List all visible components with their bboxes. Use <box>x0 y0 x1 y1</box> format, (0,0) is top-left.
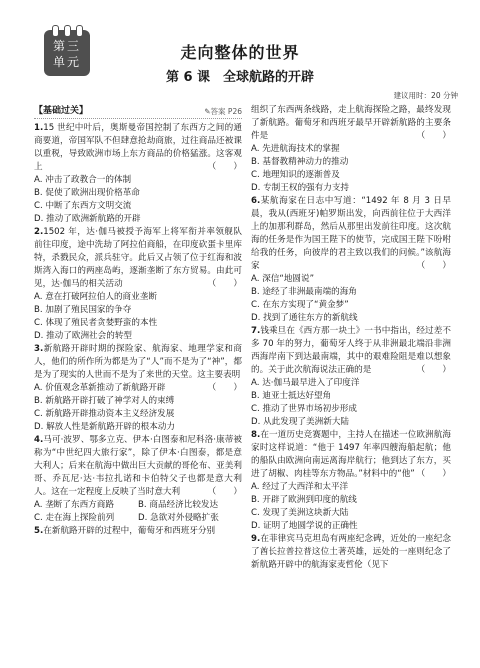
option: C. 发现了美洲这块新大陆 <box>251 508 349 518</box>
option: C. 推动了世界市场初步形成 <box>251 404 357 414</box>
option: C. 体现了殖民者贪婪野蛮的本性 <box>34 318 158 328</box>
option: C. 走在海上探险前列 <box>34 513 115 523</box>
lesson-title: 第 6 课 全球航路的开辟 <box>165 70 315 85</box>
option: C. 在东方实现了“黄金梦” <box>251 300 349 310</box>
option: A. 先进航海技术的掌握 <box>251 144 340 154</box>
pencil-icon: ✎ <box>204 106 211 116</box>
option: B. 途经了非洲最南端的海角 <box>251 287 357 297</box>
option: D. 推动了欧洲社会的转型 <box>34 331 133 341</box>
binder-ring-icon <box>52 25 59 37</box>
option-row <box>34 512 242 525</box>
section-header <box>34 104 242 119</box>
option: C. 地理知识的逐渐普及 <box>251 170 340 180</box>
question-2: 2.1502 年，达·伽马被授予海军上将军衔并率领舰队前往印度，途中洗劫了阿拉伯商船，在印度砍蛋卡里库特，杀戮民众，派兵驻守。此后又占领了位于红海和波斯湾入海口的两座岛屿，逐渐垄断了东方贸易。由此可见，达·伽马的相关活动 （ ） <box>34 227 242 289</box>
question-3: 3.新航路开辟时期的探险家、航海家、地理学家和商人，他们的所作所为都是为了“人”而不是为了“神”，都是为了现实的人世而不是为了来世的天堂。这主要表明 （ ） <box>34 344 242 393</box>
option: B. 迪亚士抵达好望角 <box>251 391 332 401</box>
binder-ring-icon <box>64 25 71 37</box>
question-9: 9.在菲律宾马克坦岛有两座纪念碑，近处的一座纪念了酋长拉普拉普这位土著英雄，远处的一座则纪念了新航路开辟中的航海家麦哲伦（见下 <box>251 534 451 570</box>
binder-ring-icon <box>76 25 83 37</box>
answer-reference: ✎答案 P26 <box>204 106 242 116</box>
unit-badge-line2: 单元 <box>52 55 81 69</box>
option: B. 开辟了欧洲到印度的航线 <box>251 495 357 505</box>
option: D. 找到了通往东方的新航线 <box>251 313 358 323</box>
option: B. 基督教精神动力的推动 <box>251 157 349 167</box>
option: B. 商品经济比较发达 <box>138 500 219 510</box>
option: A. 达·伽马最早进入了印度洋 <box>251 378 360 388</box>
question-8: 8.在一道历史竞赛题中，主持人在描述一位欧洲航海家时这样说道：“他于 1497 年率四艘海船起航；他的船队由欧洲向南远离海岸航行；他到达了东方，买进了胡椒、肉桂等东方物品。”材料中的“他” （ ） <box>251 430 451 479</box>
page-title: 走向整体的世界 <box>180 43 300 62</box>
question-1: 1.15 世纪中叶后，奥斯曼帝国控制了东西方之间的通商要道，帝国军队不但肆意抢劫商旅，过往商品还被课以重税，导致欧洲市场上东方商品的价格猛涨。这客观上 （ ） <box>34 123 242 172</box>
option: D. 急欲对外侵略扩张 <box>138 513 219 523</box>
option: D. 证明了地圆学说的正确性 <box>251 521 358 531</box>
option: D. 解放人性是新航路开辟的根本动力 <box>34 422 175 432</box>
suggested-time: 建议用时：20 分钟 <box>393 91 458 100</box>
section-title: 【基础过关】 <box>34 105 89 116</box>
question-6: 6.某航海家在日志中写道：“1492 年 8 月 3 日早晨，我从(西班牙)帕罗斯出发，向西前往位于大西洋上的加那利群岛，然后从那里出发前往印度。这次航海的任务是作为国王陛下的使节，完成国王陛下吩咐给我的任务，向彼岸的君主致以我们的问候。”该航海家 （ ） <box>251 196 451 271</box>
option: A. 意在打破阿拉伯人的商业垄断 <box>34 292 157 302</box>
right-column <box>251 104 451 572</box>
option: C. 新航路开辟推动资本主义经济发展 <box>34 409 175 419</box>
option-row <box>34 499 242 512</box>
option: D. 推动了欧洲新航路的开辟 <box>34 214 141 224</box>
option: B. 新航路开辟打破了神学对人的束缚 <box>34 396 175 406</box>
option: A. 垄断了东西方商路 <box>34 500 114 510</box>
question-7: 7.钱乘旦在《西方那一块土》一书中指出，经过差不多 70 年的努力，葡萄牙人终于从非洲最北端沿非洲西海岸南下到达最南端，其中的艰难险阻是难以想象的。关于此次航海说法正确的是 （ ） <box>251 326 451 375</box>
option: C. 中断了东西方文明交流 <box>34 201 132 211</box>
option: A. 深信“地圆说” <box>251 274 315 284</box>
option: B. 加剧了殖民国家的争夺 <box>34 305 132 315</box>
question-4: 4.马可·波罗、鄂多立克、伊本·白图泰和尼科洛·康蒂被称为“中世纪四大旅行家”，除了伊本·白图泰，都是意大利人；后来在航海中做出巨大贡献的哥伦布、亚美利哥、乔瓦尼·达·韦拉扎诺和卡伯特父子也都是意大利人。这在一定程度上反映了当时意大利 （ ） <box>34 435 242 497</box>
option: A. 冲击了政教合一的体制 <box>34 175 132 185</box>
option: D. 专制王权的强有力支持 <box>251 183 350 193</box>
question-5-continued: 组织了东西两条线路，走上航海探险之路，最终发现了新航路。葡萄牙和西班牙最早开辟新航路的主要条件是 （ ） <box>251 105 451 141</box>
option: D. 从此发现了美洲新大陆 <box>251 417 350 427</box>
unit-badge-line1: 第三 <box>52 39 81 53</box>
left-column <box>34 104 242 538</box>
option: B. 促使了欧洲出现价格革命 <box>34 188 140 198</box>
option: A. 价值观念革新推动了新航路开辟 <box>34 383 166 393</box>
option: A. 经过了大西洋和太平洋 <box>251 482 349 492</box>
question-5: 5.在新航路开辟的过程中，葡萄牙和西班牙分别 <box>34 526 216 536</box>
